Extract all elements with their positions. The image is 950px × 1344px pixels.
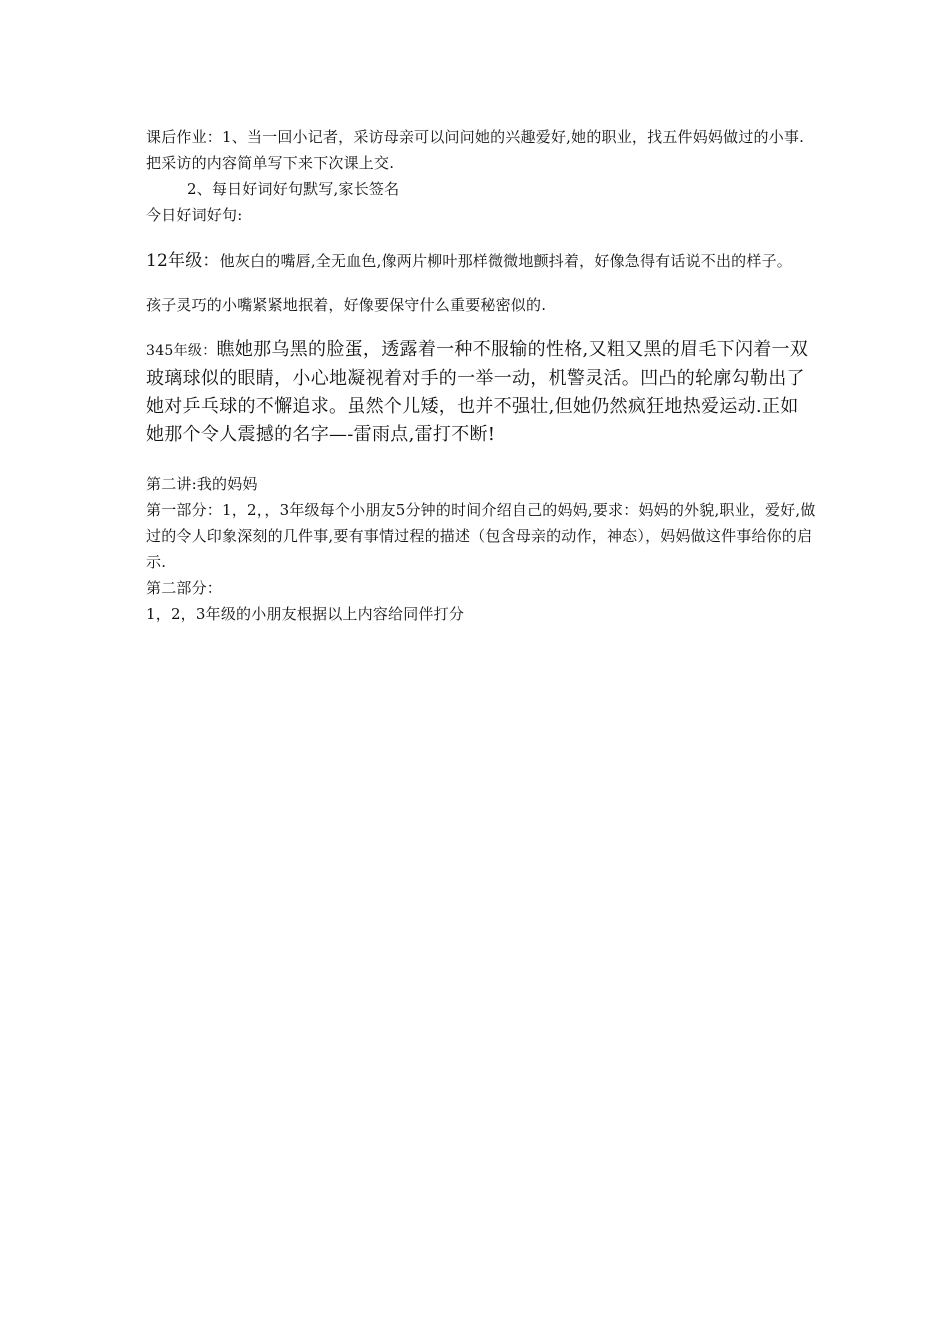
grade12-text: 他灰白的嘴唇,全无血色,像两片柳叶那样微微地颤抖着，好像急得有话说不出的样子。 (219, 252, 792, 270)
grade12-paragraph (146, 248, 816, 274)
grade345-label: 345年级： (146, 343, 217, 359)
lesson2-title: 第二讲:我的妈妈 (146, 475, 258, 493)
daily-phrases-heading: 今日好词好句: (146, 206, 243, 224)
lesson2-part2-heading: 第二部分： (146, 579, 223, 597)
homework-line-2: 2、每日好词好句默写,家长签名 (187, 180, 400, 198)
homework-line-1: 课后作业：1、当一回小记者，采访母亲可以问问她的兴趣爱好,她的职业，找五件妈妈做过的小事.把采访的内容简单写下来下次课上交. (146, 128, 805, 172)
grade345-paragraph (146, 336, 816, 449)
grade12-extra-sentence: 孩子灵巧的小嘴紧紧地抿着，好像要保守什么重要秘密似的. (146, 296, 547, 314)
grade12-label: 12年级： (146, 251, 220, 271)
grade345-text: 瞧她那乌黑的脸蛋，透露着一种不服输的性格,又粗又黑的眉毛下闪着一双玻璃球似的眼睛，小心地凝视着对手的一举一动，机警灵活。凹凸的轮廓勾勒出了她对乒乓球的不懈追求。虽然个儿矮，也并不强壮,但她仍然疯狂地热爱运动.正如她那个令人震撼的名字—-雷雨点,雷打不断! (146, 339, 809, 445)
lesson2-part2: 1，2，3年级的小朋友根据以上内容给同伴打分 (146, 605, 465, 623)
lesson2-part1: 第一部分：1，2，，3年级每个小朋友5分钟的时间介绍自己的妈妈,要求：妈妈的外貌,职业，爱好,做过的令人印象深刻的几件事,要有事情过程的描述（包含母亲的动作，神态），妈妈做这件事给你的启示. (146, 501, 816, 571)
document-page (146, 124, 816, 627)
